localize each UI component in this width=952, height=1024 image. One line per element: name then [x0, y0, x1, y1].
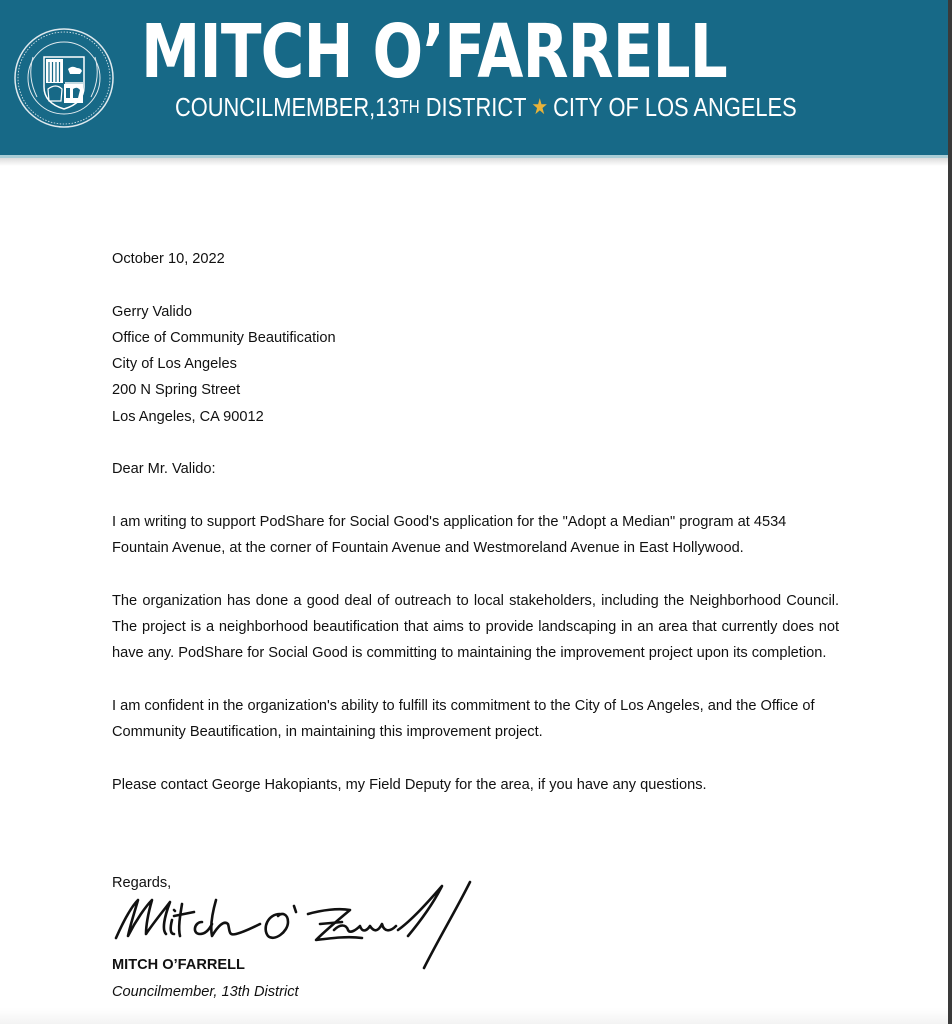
recipient-street: 200 N Spring Street [112, 382, 241, 399]
paragraph-confidence: I am confident in the organization's ability to fulfill its commitment to the City of Los Angeles, and the Office of Community Beautification, in maintaining this improvement project. [112, 698, 815, 741]
letterhead-name: MITCH O’FARRELL [141, 9, 727, 95]
letterhead-subtitle [175, 92, 813, 122]
salutation: Dear Mr. Valido: [112, 461, 216, 478]
subtitle-ordinal: TH [399, 97, 420, 117]
recipient-city-state-zip: Los Angeles, CA 90012 [112, 408, 264, 425]
letterhead-banner [0, 0, 952, 155]
recipient-name: Gerry Valido [112, 303, 193, 320]
page-bottom-edge [0, 1008, 948, 1024]
subtitle-office: COUNCILMEMBER,13 [175, 92, 400, 122]
signer-title: Councilmember, 13th District [112, 984, 299, 1000]
star-icon: ★ [531, 94, 549, 119]
recipient-office: Office of Community Beautification [112, 329, 336, 346]
paragraph-outreach: The organization has done a good deal of outreach to local stakeholders, including the Neighborhood Council. The project is a neighborhood beautification that aims to provide landscaping in an area that currently does not have any. PodShare for Social Good is committing to maintaining the improvement project upon its completion. [112, 592, 839, 662]
recipient-city: City of Los Angeles [112, 356, 237, 373]
page-right-border [948, 0, 952, 1024]
letter-body [112, 246, 839, 798]
paragraph-support: I am writing to support PodShare for Social Good's application for the "Adopt a Median" program at 4534 Fountain Avenue, at the corner of Fountain Avenue and Westmoreland Avenue in East Hollywood. [112, 513, 787, 557]
paragraph-contact: Please contact George Hakopiants, my Field Deputy for the area, if you have any questions. [112, 776, 707, 793]
banner-shadow [0, 158, 952, 166]
closing: Regards, [112, 875, 172, 891]
city-seal-icon [13, 27, 115, 129]
signer-name: MITCH O’FARRELL [112, 957, 245, 973]
subtitle-city: CITY OF LOS ANGELES [553, 92, 797, 122]
subtitle-district: DISTRICT [419, 92, 527, 122]
letter-date: October 10, 2022 [112, 251, 225, 267]
